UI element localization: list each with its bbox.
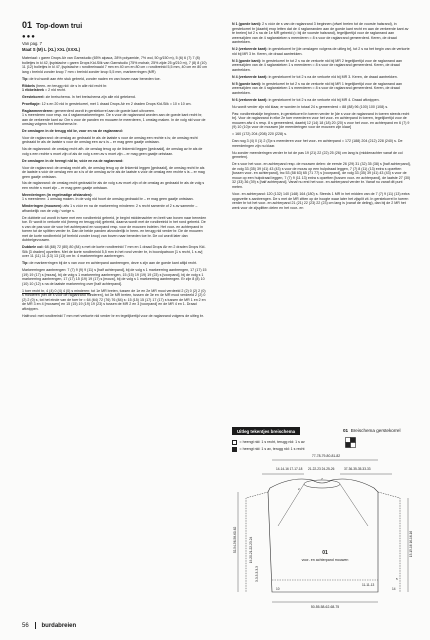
stitches-text: (heen- en terugg nld: de s in alle nld recht br. <box>35 83 108 88</box>
dubbele-col-text: 68 (68) 72 (80) 80 (84) s met de korte rondbreinld 7 mm en 1 draad Drops Air en 2 draden Drops Kid-Silk [3 draden] opzetten. Met de korte rondbreinld 5,5 mm in het rond verder br, in boordpatroon [1 s recht, 1 s av] over 11 (11) 11 (13) 13 (13) cm br. 4 markeerringen aanbrengen. <box>22 245 206 259</box>
row-2 <box>232 47 412 56</box>
right-side-measure: 15-15-16 16-16-16 <box>409 530 413 558</box>
tip-paragraph <box>22 77 208 82</box>
voorachter-paragraph: Voor- en achterpand: 120 (132) 140 (148) 164 (180) s. Steeds 1 MR in het midden van de 7 (7) 9 (11) (13) extra opgezette s aanbrengen. De s met de MR zitten op de hoogte waar later het zijsplit zit. In gerstekorrel in toeren verder br tot het voor- en achterpand 21 (21) 22 (23) 22 (23) cm lang is (vanaf de deling), dan bij de 2 MR het werk voor de zijsplitten delen en het voor- en <box>232 191 410 210</box>
tip-label: Tip: <box>22 76 29 81</box>
left-side-measure: 52-54-56-58-60-62 <box>233 526 237 554</box>
stockinette-text: zie breischema. In het breischema zijn alle nld getekend. <box>45 94 136 99</box>
legend-item-knit-text: = heengt nld: 1 s recht, terugg nld: 1 s av <box>239 440 305 445</box>
page-reference: Van pag. 7 <box>22 41 42 46</box>
meerderingen-label: Meerderingen (in regelmatige afstanden): <box>22 192 93 197</box>
pattern-number: 01 <box>22 20 33 30</box>
bottom-left-measure: 10 <box>276 587 280 591</box>
raglan-label: Raglanmeerderen: <box>22 108 54 113</box>
schematic-number: 01 <box>322 550 328 556</box>
materials-text: Materiaal: • garen Drops Air van Garnstudio (65% alpaca, 28% polyamide, 7% wol, 50 g/150 m), 5 (6) 6 (7) 7 (8) bolletjes in kl 42, ijspistache • garen Drops Kid-Silk van Garnstudio (75% mohair, 25% zijde 25 g/210 m), 7 (8) 8 (10) 11 (12) bolletjes in kl 47, ijspistache • rondbreinaald 7 mm en 40 cm en 80 cm • rondbreinld 5,5 mm, 40 cm en 80 cm lang • breinld zonder knop 7 mm • breinld zonder knop 5,5 mm, markeerringen (MR) <box>22 56 208 74</box>
tip2-text: de markeerringen bij de s van voor en achterpand aanbrengen, deze s zijn aan de goede kant altijd recht. <box>29 261 198 266</box>
stitches-label: Ribbels <box>22 83 35 88</box>
row-1-text: 2 s vóór de s van de raglanrand 3 beginnen (ofwel breien tot de voorste halsrand), in gerstekorrel br [daarbij erop letten dat de 4 raglanranden aan de goede kant recht en aan de verkeerde kant av te breien] tot 2 s na de 1e MR gebreid (= bij de voorste halsrand), tegelijkertijd voor de raglanrand aan weerszijden van de 4 raglansteken s meerderen = 8 s voor de raglanrand gemeerderd. Keren, de draad aantrekken. <box>232 22 409 45</box>
gauge-text: 12 s en 20 nld in gerstekorrel, met 1 draad Drops Air en 2 draden Drops Kid-Silk = 10 x 10 cm. <box>41 101 192 106</box>
chart-title-text: Breischema gerstekorrel <box>350 428 401 433</box>
size-line: Maat S (M) L (XL) XXL (XXXL) <box>22 46 81 52</box>
inner-left-measure: 19-20-21-22-23-24 <box>249 536 253 564</box>
row-4 <box>232 75 412 80</box>
dubbele-text: wordt in twee met een rondbreinld gebreid, je begint middenachter en breit van boven naar beneden toe. Er wordt in verkorte nld (heeng en terugg nld) gebreid, daarna wordt met de rondbreinld in het rond gebreid. De s van de pas voor de voor het achterpand en voorpand resp. voor de mouwen indelen. Het voor- en achterpand in toeren tot de splitten verder br. Dan de beide panden afzonderlijk in heen- en terugg nld verder br. De de mouwen met de korte rondbreinld (of breinld zonder knop) van boven naar beneden toe br. De col wordt later dan dubbelgevouwen. <box>22 215 207 243</box>
footer-divider <box>35 622 36 629</box>
dubbele-label: De dubbele col <box>22 215 46 220</box>
meerderingen-text: 1 s meerderen: 1 omslag maken. In de volg nld hoort de omslag gedraaid br – er mag geen gaatje ontstaan. <box>22 197 194 202</box>
row-2-label: N 2 (verkeerde kant): <box>232 47 268 52</box>
small-cuff-measure: 5 <box>396 577 398 581</box>
left-measure: 14-14-16 17-17-18 <box>276 467 303 471</box>
row-1 <box>232 22 412 45</box>
row-4-label: N 4 (verkeerde kant): <box>232 74 268 79</box>
row-3-label: N 3 (goede kant): <box>232 58 262 63</box>
tip-text: de trui wordt aan één stuk gebreid, zonder naden en van boven naar beneden toe. <box>29 76 161 81</box>
center-small-measure: 11-11-13 <box>362 583 375 587</box>
minderingen-label: Minderingen (mouwen): <box>22 204 63 209</box>
inner-left2-measure: 3-3-3-3-3-3 <box>255 566 259 582</box>
stockinette-paragraph <box>22 95 208 100</box>
row-3-text: in gerstekorrel br tot 2 s na de verkorte nld bij MR 2 tegelijkertijd voor de raglanrand aan weerszijden van de 4 raglansteken 1 s meerderen = 8 s voor de raglanrand gemeerderd. Keren, de draad aantrekken. <box>232 58 402 72</box>
chart-title <box>343 428 400 433</box>
nu-paragraph: Nu wordt verder zijn nld klaar, er worden in totaal 24 s gemeerderd = 88 (88) 96 (100) 100 (108) s. <box>232 104 389 109</box>
pas-paragraph: Pas: rondbreinaldje beginnen, in gerstekorrel in toeren verder br [de s voor de raglanrand in toeren steeds recht br]. Voor de raglanrand in elke 2e toer meerderen voor het voor- en achterpand in toeren, tegelijkertijd voor de mouwen afw 4 s resp. 8 s gemeerderd, daarbij 12 (14) 18 (18) 20 (20) s voor het voor- en achterpand en 6 (7) 9 (9) 10 (10)x voor de mouwen [de meerderingen voor de mouwen zijn klaar] <box>232 111 410 130</box>
markers-paragraph: Markeerringen aanbrengen: 7 (7) 9 (9) 9 (11) s [half achterpand], bij de volg s 1 markeerring aanbrengen, 17 (17) 15 (19) 19 (17) s [mouw], bij de volg s 1 markeerring aanbrengen, 15 (15) 19 (19) 19 (23) s [voorpand], bij de volg s 1 markeerring aanbrengen, 17 (17) 15 (19) 19 (17) s [mouw], bij de volg s 1 markeerring aanbrengen. Er zijn 8 (8) 10 (10) 10 (12) s na de laatste markeerring over [half achterpand]. <box>22 268 207 286</box>
rib-label: 1 ribbelsteek <box>22 88 44 93</box>
voor-raglan-1: Voor de raglanrand: de omslag av gedraaid br als de laatste s voor de omslag een rechte s is; de omslag recht gedraaid br als de laatste s voor de omslag een av s is – er mag geen gaatje ontstaan. <box>22 135 198 145</box>
halfrond-paragraph: Halfrond: met rondbreinld 7 mm met verkorte nld verder br en tegelijkertijd voor de raglanrand volgens de uitleg br. <box>22 313 204 318</box>
pattern-header <box>22 20 208 32</box>
right-small-measure: 14 <box>392 587 396 591</box>
right-measure: 37-36-35-35-33-33 <box>344 467 371 471</box>
na-raglan-1: Na de raglanrand: de omslag recht afh. de omslag terug op de linkernld leggen [gedraaid], de omslag av br als de volg s een rechte s moet zijn of als de volg s een av s moet zijn – er mag geen gaatje ontstaan. <box>22 147 203 156</box>
raglan-intro: gemeerderd wordt in gerstekorrel aan de goede kant uitvoeren. <box>54 108 156 113</box>
raglan-paragraph <box>22 109 208 127</box>
legend-item-purl-text: = heengt nld: 1 s av, terugg nld: 1 s recht <box>239 447 305 452</box>
tip2-label: Tip: <box>22 261 29 266</box>
dubbele-col-paragraph <box>22 245 208 259</box>
pattern-title: Top-down trui <box>36 23 83 30</box>
bottom-measure: 50-55-58-62-68-75 <box>310 605 340 609</box>
gauge-label: Proeflapje: <box>22 101 41 106</box>
row-4-text: in gerstekorrel br tot 2 s na de verkorte nld bij MR 3. Keren, de draad aantrekken. <box>268 74 398 79</box>
stockinette-label: Gerstekorrel: <box>22 94 45 99</box>
omslag-intro: De omslagen in de terugg nld br, voor en na de raglanrand: <box>22 129 123 134</box>
brand-logo: burdabreien <box>41 622 77 629</box>
dan-paragraph: Dan nog 3 (4) 0 (1) 2 (3)x s meerderen voor het voor- en achterpand = 172 (188) 204 (212) 228 (240) s. De meerderingen zijn nu klaar. <box>232 139 403 148</box>
page-number: 56 <box>22 622 29 629</box>
difficulty-rating: ●●● <box>22 34 36 40</box>
nuzonder-paragraph: Nu zonder meerderingen verder br tot de pas 19 (21) 22 (22) 25 (26) cm lang is (middenachter vanaf de col gemeten). <box>232 150 403 160</box>
left-column <box>22 20 208 320</box>
minderingen-text: afw 1 s vóór en na de markeerring minderen: 2 s recht samenbr of 2 s av samenbr – afhankelijk van de volg / vorige s. <box>22 204 198 213</box>
row-5-text: in gerstekorrel br tot 2 s na de verkorte nld bij MR 1 tegelijkertijd voor de raglanrand aan weerszijden van de 4 raglansteken 1 s meerderen = 8 s voor de raglanrand gemeerderd. Keren, de draad aantrekken. <box>232 81 402 95</box>
chart-number: 01 <box>343 428 349 433</box>
small-col-measure: 2 <box>298 487 300 491</box>
totaal-paragraph: = 160 (172) 204 (208) 220 (228) s. <box>232 132 288 137</box>
raglan-text: 1 s meerderen voor resp. na 4 raglanmarkeerringen. De s voor de raglanrand worden aan de goede kant recht br, aan de verkeerde kant av. Om s voor de panden en mouwen te meerderen, 1 omslag maken. In de volg nld voor de omslag volgens het breischema br. <box>22 113 206 127</box>
heen-intro: De omslagen in de heengt nld br, vóór en na de raglanrand: <box>22 158 124 163</box>
minderingen-paragraph <box>22 204 208 213</box>
meerderingen-paragraph <box>22 193 208 202</box>
row-5-label: N 5 (goede kant): <box>232 81 262 86</box>
toer-text: tot 1e MR breien, tussen de 1e en 2e MR mooi verdeeld 2 (2) 0 (2) 2 (0) s minderen [net de s voor de raglanrand minderen], tot 3e MR breien, tussen de 3e en 4e MR mooi verdeeld 2 (2) 0 (2) 2 (0) s, tot het einde van de toer br = 64 (64) 72 (76) 76 (84) s: 15 (15) 15 (17) 17 (17) s tussen de MR 1 en 2 en de MR 3 en 4 [mouwen] en 15 (15) 19 (19) 19 (23) s tussen de MR 2 en 3 [voorpand] en de MR 4 en 1. Draad afknippen. <box>22 288 206 311</box>
dubbele-paragraph <box>22 216 208 243</box>
row-6-text: in gerstekorrel br tot 2 s na de verkorte nld bij MR 4. Draad afknippen. <box>268 97 380 102</box>
toer-paragraph <box>22 289 208 312</box>
row-3 <box>232 59 412 73</box>
row-6 <box>232 98 412 103</box>
page-footer <box>22 622 76 629</box>
devoor-paragraph: De s voor het voor- en achterpand resp. de mouwen delen: de eerste 26 (29) 31 (32) 35 (38) s [half achterpand], de volg 33 (35) 39 (41) 43 (43) s voor de mouw op een hulpdraad leggen, 7 (7) 8 (11) (13) extra s opzetten [tussen voor- en achterpand], tnc 53 (58 63) 65 (71 77) s [voorpand], de volg 33 (35) 39 (41) 43 (43) s voor de mouw op een hulpdraad leggen, 7 (7) 9 (11 13) extra s opzetten [tussen voor- en achterpand], de laatste 27 (30) 32 (33) 36 (39) s [half achterpand]. Vanaf nu erst het voor- en achterpand verder br. Vanaf nu vanaf dit punt meten. <box>232 162 411 190</box>
row-2-text: in gerstekorrel br [de omslagen volgens de uitleg br], tot 2 s na het begin van de verkorte nld bij MR 3 br. Keren, de draad aantrekken. <box>232 47 410 56</box>
garment-schematic <box>232 440 417 620</box>
na-raglan-2: Na de raglanrand: de omslag recht gedraaid br als de volg s av moet zijn of de omslag av gedraaid br als de volg s een rechte s moet zijn – er mag geen gaatje ontstaan. <box>22 181 205 191</box>
voor-raglan-2: Voor de raglanrand: de omslag recht afh, de omslag terug op de linkernld leggen [gedraaid], de omslag recht br als de laatste s vóór de omslag een av s is of de omslag av br als de laatste s vóór de omslag een rechte s is – er mag geen gaatje ontstaan. <box>22 165 205 179</box>
toer-label: 1 toer recht br, 4 (4) 0 (4) 4 (0) s minderen: <box>22 288 91 293</box>
schematic-label: voor- en achterpand mouwen <box>301 558 349 562</box>
gauge-paragraph <box>22 102 208 107</box>
mid-measure: 21-22-23 24-25-26 <box>308 467 335 471</box>
stitches-paragraph <box>22 84 208 93</box>
right-column <box>232 22 412 213</box>
legend-header: Uitleg tekentjes breischema <box>232 427 300 435</box>
row-6-label: N 6 (verkeerde kant): <box>232 97 268 102</box>
row-5 <box>232 82 412 96</box>
small-top-measure: 7 <box>321 477 323 481</box>
rib-text: = 2 nld recht. <box>44 88 66 93</box>
dubbele-col-label: Dubbele col: <box>22 245 44 250</box>
tip2-paragraph <box>22 261 208 266</box>
row-1-label: N 1 (goede kant): <box>232 22 262 26</box>
top-measure: 77-78-79-80-81-82 <box>311 454 341 458</box>
